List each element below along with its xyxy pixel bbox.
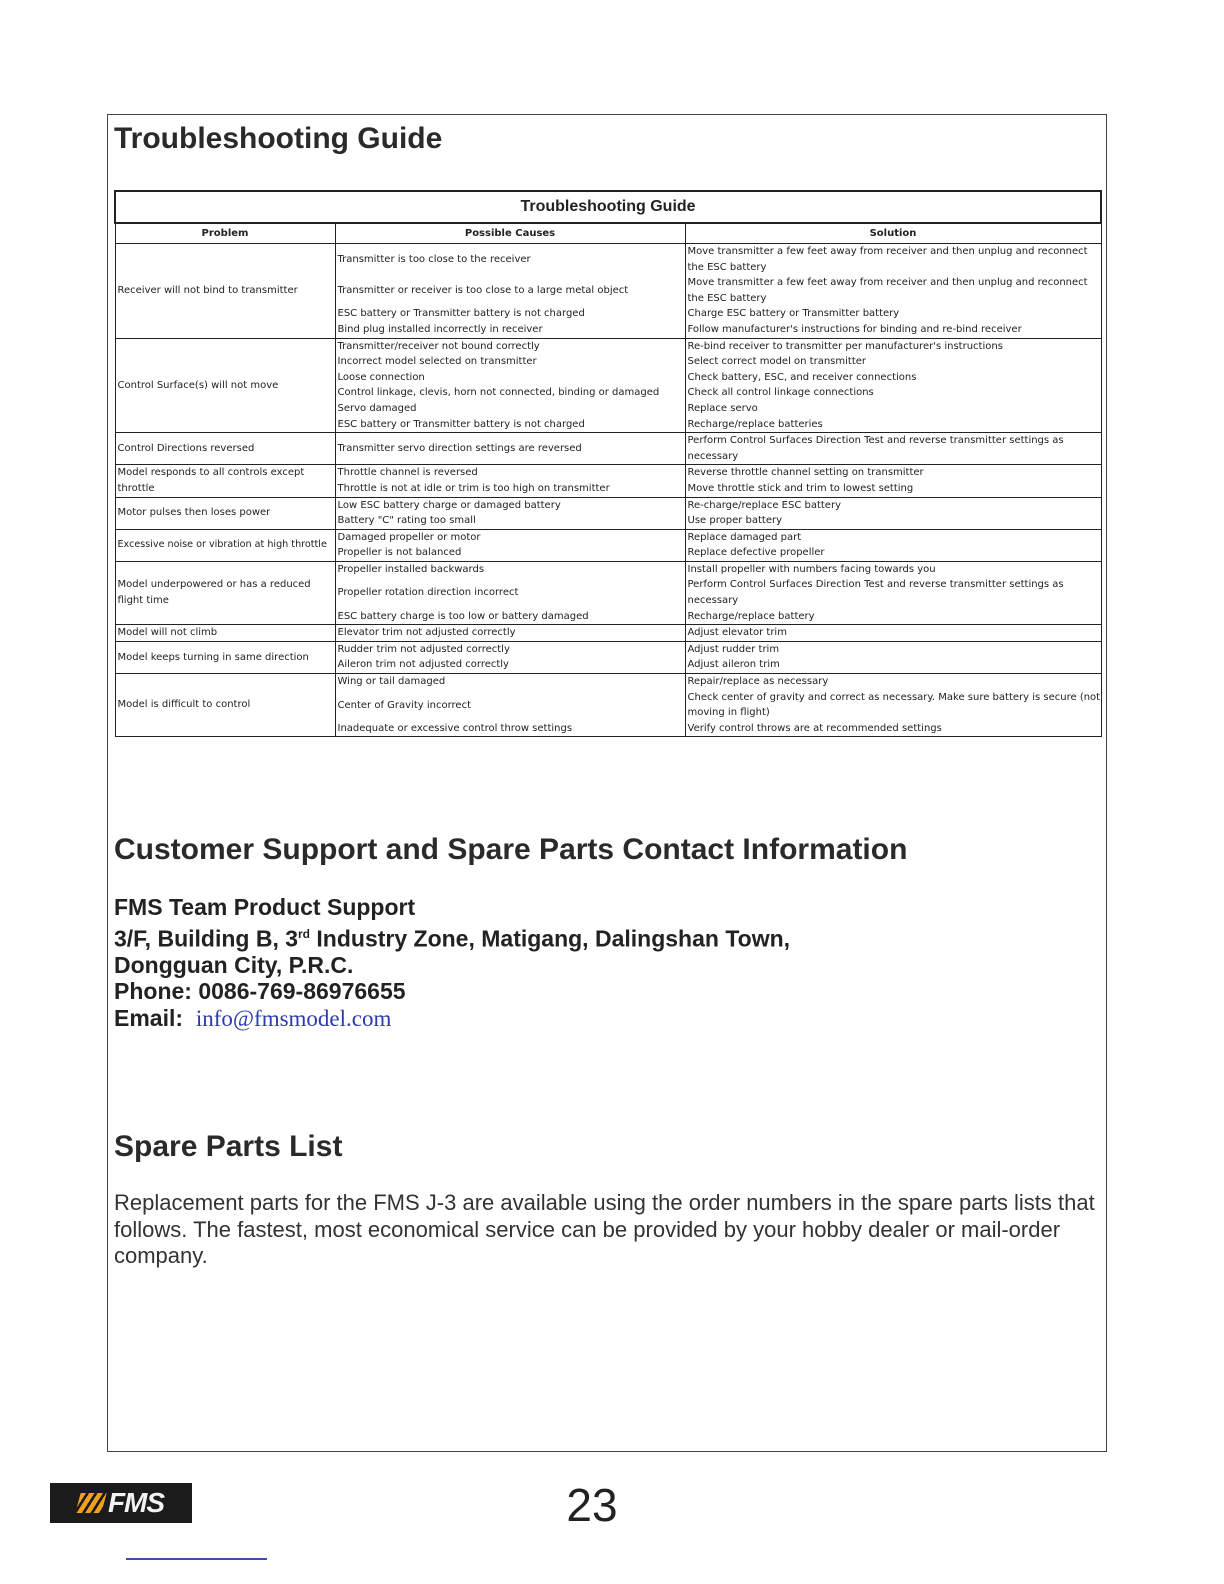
solution-line: Replace servo — [687, 402, 758, 414]
solution-cell — [685, 433, 1101, 465]
fms-logo — [50, 1483, 192, 1523]
solution-line: Replace defective propeller — [687, 547, 825, 559]
email-label: Email: — [114, 1005, 184, 1032]
problem-cell: Motor pulses then loses power — [115, 497, 335, 529]
table-row — [115, 497, 1101, 529]
solution-line: Re-bind receiver to transmitter per manufacturer's instructions — [687, 340, 1003, 352]
contact-email-line — [114, 1005, 790, 1033]
solution-line: Recharge/replace battery — [687, 610, 815, 622]
table-row — [115, 338, 1101, 433]
solution-line: Move throttle stick and trim to lowest setting — [687, 482, 914, 494]
header-causes: Possible Causes — [335, 223, 685, 244]
cause-line: Throttle channel is reversed — [337, 467, 478, 479]
causes-cell — [335, 465, 685, 497]
solution-cell — [685, 561, 1101, 624]
table-row — [115, 433, 1101, 465]
logo-stripes-icon — [75, 1493, 106, 1513]
solution-line: Check battery, ESC, and receiver connections — [687, 371, 917, 383]
causes-cell — [335, 625, 685, 642]
address-superscript: rd — [298, 926, 311, 941]
header-solution: Solution — [685, 223, 1101, 244]
cause-line: Control linkage, clevis, horn not connected, binding or damaged — [337, 387, 660, 399]
cause-line: ESC battery or Transmitter battery is not charged — [337, 308, 585, 320]
spare-parts-title: Spare Parts List — [114, 1130, 343, 1163]
solution-line: Charge ESC battery or Transmitter battery — [687, 308, 900, 320]
contact-city: Dongguan City, P.R.C. — [114, 951, 354, 978]
contact-phone: Phone: 0086-769-86976655 — [114, 978, 406, 1005]
cause-line: Throttle is not at idle or trim is too high on transmitter — [337, 482, 610, 494]
cause-line: ESC battery charge is too low or battery damaged — [337, 610, 589, 622]
cause-line: Aileron trim not adjusted correctly — [337, 659, 509, 671]
causes-cell — [335, 244, 685, 339]
cause-line: Bind plug installed incorrectly in receiver — [337, 323, 543, 335]
cause-line: Low ESC battery charge or damaged battery — [337, 499, 561, 511]
causes-cell — [335, 561, 685, 624]
problem-cell: Model responds to all controls except throttle — [115, 465, 335, 497]
table-caption: Troubleshooting Guide — [115, 191, 1101, 223]
table-row — [115, 529, 1101, 561]
address-part: Industry Zone, Matigang, Dalingshan Town, — [310, 925, 791, 952]
solution-line: Re-charge/replace ESC battery — [687, 499, 841, 511]
causes-cell — [335, 497, 685, 529]
contact-block — [114, 894, 790, 1033]
solution-line: Perform Control Surfaces Direction Test and reverse transmitter settings as necessary — [687, 579, 1064, 607]
cause-line: Rudder trim not adjusted correctly — [337, 643, 510, 655]
cause-line: Loose connection — [337, 371, 425, 383]
causes-cell — [335, 641, 685, 673]
cause-line: Inadequate or excessive control throw settings — [337, 722, 573, 734]
solution-line: Recharge/replace batteries — [687, 418, 823, 430]
solution-line: Adjust elevator trim — [687, 627, 787, 639]
table-row — [115, 244, 1101, 339]
solution-line: Adjust aileron trim — [687, 659, 780, 671]
spare-parts-paragraph: Replacement parts for the FMS J-3 are available using the order numbers in the spare parts lists that follows. The fastest, most economical service can be provided by your hobby dealer or mail-order company. — [114, 1190, 1095, 1269]
contact-title: Customer Support and Spare Parts Contact Information — [114, 833, 908, 866]
solution-cell — [685, 244, 1101, 339]
solution-cell — [685, 465, 1101, 497]
cause-line: Elevator trim not adjusted correctly — [337, 627, 516, 639]
problem-cell: Model will not climb — [115, 625, 335, 642]
cause-line: ESC battery or Transmitter battery is not charged — [337, 418, 585, 430]
page-number: 23 — [566, 1479, 618, 1531]
email-link[interactable]: info@fmsmodel.com — [195, 1006, 392, 1032]
cause-line: Transmitter or receiver is too close to a large metal object — [337, 285, 629, 297]
solution-line: Verify control throws are at recommended settings — [687, 722, 942, 734]
problem-cell: Control Surface(s) will not move — [115, 338, 335, 433]
causes-cell — [335, 529, 685, 561]
solution-line: Reverse throttle channel setting on transmitter — [687, 467, 924, 479]
problem-cell: Receiver will not bind to transmitter — [115, 244, 335, 339]
troubleshooting-title: Troubleshooting Guide — [114, 122, 443, 155]
cause-line: Propeller rotation direction incorrect — [337, 587, 519, 599]
logo-text: FMS — [107, 1487, 165, 1518]
causes-cell — [335, 674, 685, 737]
table-row — [115, 674, 1101, 737]
footer-rule — [126, 1558, 267, 1560]
table-row — [115, 641, 1101, 673]
contact-address — [114, 921, 790, 952]
solution-cell — [685, 625, 1101, 642]
solution-cell — [685, 529, 1101, 561]
solution-line: Move transmitter a few feet away from receiver and then unplug and reconnect the ESC battery — [687, 277, 1088, 304]
table-row — [115, 625, 1101, 642]
solution-line: Select correct model on transmitter — [687, 356, 867, 368]
problem-cell: Model is difficult to control — [115, 674, 335, 737]
problem-cell: Model underpowered or has a reduced flight time — [115, 561, 335, 624]
cause-line: Transmitter servo direction settings are reversed — [337, 443, 582, 455]
causes-cell — [335, 433, 685, 465]
cause-line: Center of Gravity incorrect — [337, 699, 471, 711]
cause-line: Transmitter is too close to the receiver — [337, 254, 531, 265]
problem-cell: Excessive noise or vibration at high throttle — [115, 529, 335, 561]
solution-line: Repair/replace as necessary — [687, 676, 829, 688]
cause-line: Propeller installed backwards — [337, 563, 485, 575]
cause-line: Damaged propeller or motor — [337, 531, 481, 543]
cause-line: Wing or tail damaged — [337, 676, 446, 688]
contact-org: FMS Team Product Support — [114, 894, 416, 920]
solution-line: Move transmitter a few feet away from receiver and then unplug and reconnect the ESC battery — [687, 246, 1088, 273]
header-problem: Problem — [115, 223, 335, 244]
causes-cell — [335, 338, 685, 433]
cause-line: Battery "C" rating too small — [337, 515, 476, 527]
solution-line: Follow manufacturer's instructions for binding and re-bind receiver — [687, 323, 1022, 335]
solution-line: Perform Control Surfaces Direction Test and reverse transmitter settings as necessary — [687, 435, 1064, 462]
table-row — [115, 561, 1101, 624]
troubleshooting-table — [114, 190, 1102, 737]
solution-line: Check all control linkage connections — [687, 387, 874, 399]
solution-cell — [685, 641, 1101, 673]
cause-line: Propeller is not balanced — [337, 547, 462, 559]
cause-line: Transmitter/receiver not bound correctly — [337, 340, 540, 352]
solution-cell — [685, 497, 1101, 529]
solution-cell — [685, 674, 1101, 737]
solution-cell — [685, 338, 1101, 433]
solution-line: Check center of gravity and correct as necessary. Make sure battery is secure (not moving in flight) — [687, 691, 1101, 719]
table-row — [115, 465, 1101, 497]
solution-line: Adjust rudder trim — [687, 643, 780, 655]
solution-line: Replace damaged part — [687, 531, 802, 543]
cause-line: Incorrect model selected on transmitter — [337, 356, 537, 368]
solution-line: Use proper battery — [687, 515, 783, 527]
cause-line: Servo damaged — [337, 402, 417, 414]
problem-cell: Control Directions reversed — [115, 433, 335, 465]
problem-cell: Model keeps turning in same direction — [115, 641, 335, 673]
address-part: 3/F, Building B, 3 — [114, 925, 299, 952]
solution-line: Install propeller with numbers facing towards you — [687, 563, 936, 575]
